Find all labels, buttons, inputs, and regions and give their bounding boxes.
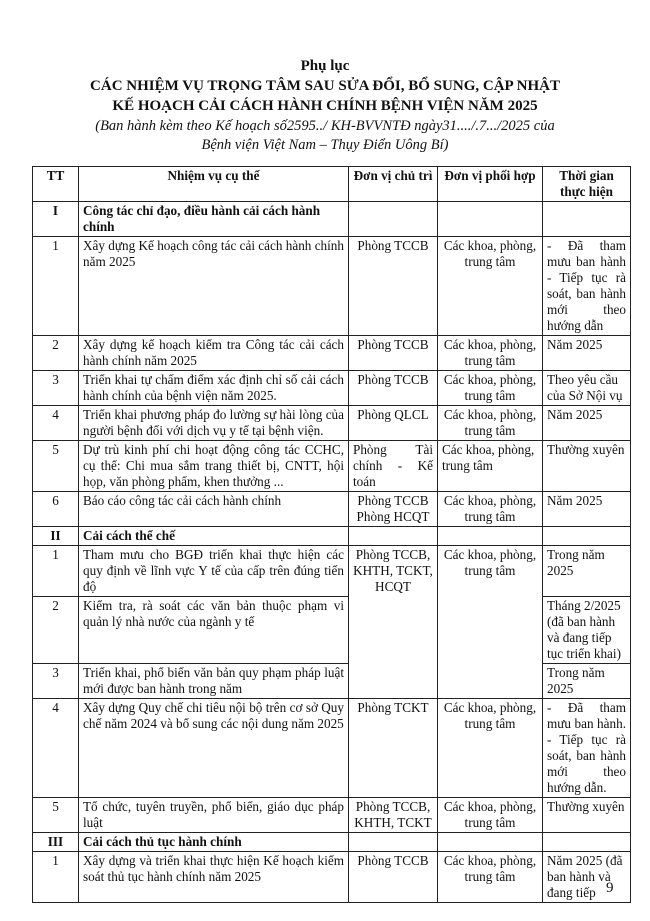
task-cell: Xây dựng kế hoạch kiểm tra Công tác cải cách hành chính năm 2025 (79, 336, 349, 371)
document-subtitle-line-1: (Ban hành kèm theo Kế hoạch số2595../ KH-BVVNTĐ ngày31..../.7.../2025 của (95, 118, 555, 134)
task-cell: Xây dựng Kế hoạch công tác cải cách hành chính năm 2025 (79, 237, 349, 336)
row-number: 3 (33, 371, 79, 406)
lead-unit-cell: Phòng TCCB (349, 237, 438, 336)
coop-unit-cell: Các khoa, phòng, trung tâm (438, 492, 543, 527)
table-row (33, 336, 631, 371)
document-title-line-1: CÁC NHIỆM VỤ TRỌNG TÂM SAU SỬA ĐỔI, BỔ SUNG, CẬP NHẬT (90, 78, 560, 94)
timeline-cell: - Đã tham mưu ban hành. - Tiếp tục rà soát, ban hành mới theo hướng dẫn. (543, 699, 631, 798)
lead-unit-cell: Phòng Tài chính - Kế toán (349, 441, 438, 492)
lead-unit-cell: Phòng TCCB (349, 371, 438, 406)
timeline-cell: Năm 2025 (đã ban hành và đang tiếp (543, 852, 631, 903)
coop-unit-cell: Các khoa, phòng, trung tâm (438, 852, 543, 903)
coop-unit-cell: Các khoa, phòng, trung tâm (438, 371, 543, 406)
table-row (33, 441, 631, 492)
task-cell: Báo cáo công tác cải cách hành chính (79, 492, 349, 527)
task-cell: Xây dựng Quy chế chi tiêu nội bộ trên cơ sở Quy chế năm 2024 và bổ sung các nội dung năm 2025 (79, 699, 349, 798)
task-cell: Xây dựng và triển khai thực hiện Kế hoạch kiểm soát thủ tục hành chính năm 2025 (79, 852, 349, 903)
section-number: II (33, 527, 79, 546)
lead-unit-cell: Phòng QLCL (349, 406, 438, 441)
row-number: 5 (33, 798, 79, 833)
row-number: 1 (33, 852, 79, 903)
timeline-cell: Năm 2025 (543, 406, 631, 441)
table-row (33, 852, 631, 903)
task-cell: Triển khai, phổ biến văn bản quy phạm pháp luật mới được ban hành trong năm (79, 664, 349, 699)
header-task: Nhiệm vụ cụ thể (79, 167, 349, 202)
timeline-cell: Trong năm 2025 (543, 546, 631, 597)
header-tt: TT (33, 167, 79, 202)
row-number: 4 (33, 699, 79, 798)
coop-unit-cell: Các khoa, phòng, trung tâm (438, 406, 543, 441)
lead-unit-cell: Phòng TCCB (349, 852, 438, 903)
section-title: Công tác chỉ đạo, điều hành cải cách hành chính (79, 202, 349, 237)
row-number: 1 (33, 237, 79, 336)
coop-unit-cell: Các khoa, phòng, trung tâm (438, 336, 543, 371)
timeline-cell: Thường xuyên (543, 441, 631, 492)
appendix-label: Phụ lục (300, 58, 350, 74)
coop-unit-cell: Các khoa, phòng, trung tâm (438, 798, 543, 833)
table-row (33, 371, 631, 406)
table-row (33, 237, 631, 336)
timeline-cell: Theo yêu cầu của Sở Nội vụ (543, 371, 631, 406)
coop-unit-cell: Các khoa, phòng, trung tâm (438, 441, 543, 492)
page-number: 9 (606, 880, 614, 896)
row-number: 5 (33, 441, 79, 492)
lead-unit-cell: Phòng TCCB Phòng HCQT (349, 492, 438, 527)
lead-unit-cell: Phòng TCCB (349, 336, 438, 371)
table-row (33, 492, 631, 527)
timeline-cell: Thường xuyên (543, 798, 631, 833)
task-cell: Kiểm tra, rà soát các văn bản thuộc phạm vi quản lý nhà nước của ngành y tế (79, 597, 349, 664)
table-header-row (33, 167, 631, 202)
row-number: 4 (33, 406, 79, 441)
section-row (33, 527, 631, 546)
section-number: III (33, 833, 79, 852)
task-cell: Dự trù kinh phí chi hoạt động công tác CCHC, cụ thể: Chi mua sắm trang thiết bị, CNTT, hội họp, văn phòng phẩm, khen thưởng ... (79, 441, 349, 492)
task-cell: Tham mưu cho BGĐ triển khai thực hiện các quy định về lĩnh vực Y tế của cấp trên đúng tiến độ (79, 546, 349, 597)
coop-unit-cell: Các khoa, phòng, trung tâm (438, 699, 543, 798)
row-number: 2 (33, 336, 79, 371)
row-number: 2 (33, 597, 79, 664)
section-title: Cải cách thể chế (79, 527, 349, 546)
table-row (33, 798, 631, 833)
timeline-cell: Năm 2025 (543, 492, 631, 527)
lead-unit-cell: Phòng TCKT (349, 699, 438, 798)
timeline-cell: - Đã tham mưu ban hành - Tiếp tục rà soát, ban hành mới theo hướng dẫn (543, 237, 631, 336)
header-coop-unit: Đơn vị phối hợp (438, 167, 543, 202)
row-number: 1 (33, 546, 79, 597)
header-lead-unit: Đơn vị chủ trì (349, 167, 438, 202)
task-table (32, 166, 631, 903)
row-number: 3 (33, 664, 79, 699)
row-number: 6 (33, 492, 79, 527)
timeline-cell: Tháng 2/2025 (đã ban hành và đang tiếp tục triển khai) (543, 597, 631, 664)
task-cell: Tổ chức, tuyên truyền, phổ biến, giáo dục pháp luật (79, 798, 349, 833)
header-timeline: Thời gian thực hiện (543, 167, 631, 202)
section-title: Cải cách thủ tục hành chính (79, 833, 349, 852)
section-number: I (33, 202, 79, 237)
lead-unit-cell: Phòng TCCB, KHTH, TCKT (349, 798, 438, 833)
document-title-line-2: KẾ HOẠCH CẢI CÁCH HÀNH CHÍNH BỆNH VIỆN NĂM 2025 (112, 98, 538, 114)
coop-unit-cell: Các khoa, phòng, trung tâm (438, 237, 543, 336)
timeline-cell: Trong năm 2025 (543, 664, 631, 699)
table-row (33, 699, 631, 798)
section-row (33, 833, 631, 852)
table-row (33, 406, 631, 441)
document-subtitle-line-2: Bệnh viện Việt Nam – Thụy Điển Uông Bí) (201, 137, 449, 153)
task-cell: Triển khai tự chấm điểm xác định chỉ số cải cách hành chính của bệnh viện năm 2025. (79, 371, 349, 406)
section-row (33, 202, 631, 237)
timeline-cell: Năm 2025 (543, 336, 631, 371)
task-cell: Triển khai phương pháp đo lường sự hài lòng của người bệnh đối với dịch vụ y tế tại bệnh viện. (79, 406, 349, 441)
table-row (33, 546, 631, 597)
lead-unit-cell: Phòng TCCB, KHTH, TCKT, HCQT (349, 546, 438, 699)
coop-unit-cell: Các khoa, phòng, trung tâm (438, 546, 543, 699)
